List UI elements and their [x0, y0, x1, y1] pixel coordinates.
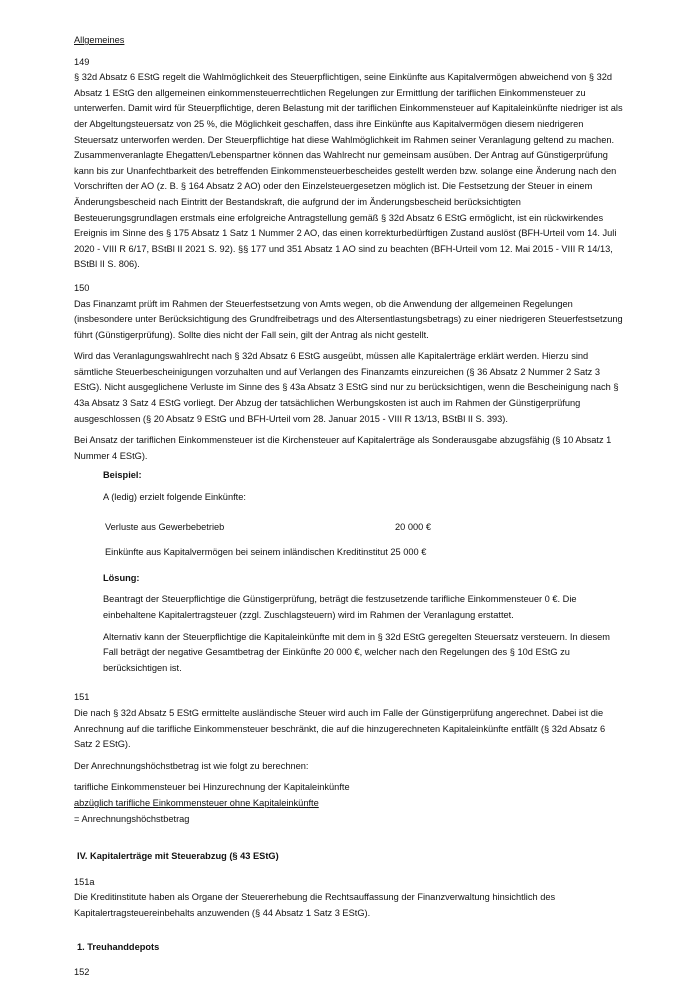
margin-number-151: 151 [74, 692, 90, 703]
loesung-paragraph-2: Alternativ kann der Steuerpflichtige die Kapitaleinkünfte mit dem in § 32d EStG geregelten Steuersatz versteuern. In diesem Fall beträgt der negative Gesamtbetrag der Einkünfte 20 000 €, welcher nach den Regelungen des § 10d EStG zu berücksichtigen ist. [103, 631, 610, 673]
income-row-1-value: 20 000 € [395, 521, 432, 532]
paragraph-150-b: Wird das Veranlagungswahlrecht nach § 32d Absatz 6 EStG ausgeübt, müssen alle Kapitalerträge erklärt werden. Hierzu sind sämtliche Steuerbescheinigungen vorzuhalten und auf Verlangen des Finanzamts einzureichen (§ 36 Absatz 2 Nummer 2 Satz 3 EStG). Nicht ausgeglichene Verluste im Sinne des § 43a Absatz 3 EStG sind nur zu berücksichtigen, wenn die Bescheinigung nach § 43a Absatz 3 Satz 4 EStG vorliegt. Der Abzug der tatsächlichen Werbungskosten ist auch im Rahmen der Günstigerprüfung ausgeschlossen (§ 20 Absatz 9 EStG und BFH-Urteil vom 28. Januar 2015 - VIII R 13/13, BStBl II S. 393). [74, 351, 619, 424]
paragraph-151a: Die Kreditinstitute haben als Organe der Steuererhebung die Rechtsauffassung der Finanzverwaltung hinsichtlich des Kapitalertragsteuereinbehalts anzuwenden (§ 44 Absatz 1 Satz 3 EStG). [74, 892, 556, 918]
paragraph-151-b: Der Anrechnungshöchstbetrag ist wie folgt zu berechnen: [74, 760, 309, 771]
loesung-label: Lösung: [103, 572, 140, 583]
calculation-line-2: abzüglich tarifliche Einkommensteuer ohne Kapitaleinkünfte [74, 797, 319, 808]
section-heading-iv: IV. Kapitalerträge mit Steuerabzug (§ 43 EStG) [77, 851, 279, 862]
margin-number-151a: 151a [74, 876, 95, 887]
beispiel-label: Beispiel: [103, 470, 142, 481]
income-row-2 [74, 545, 626, 561]
calculation-line-1: tarifliche Einkommensteuer bei Hinzurechnung der Kapitaleinkünfte [74, 782, 350, 793]
income-row-1-label: Verluste aus Gewerbebetrieb [105, 521, 225, 532]
beispiel-text: A (ledig) erzielt folgende Einkünfte: [103, 492, 246, 503]
income-row-2-label: Einkünfte aus Kapitalvermögen bei seinem inländischen Kreditinstitut 25 000 € [105, 547, 427, 558]
margin-number-150: 150 [74, 282, 90, 293]
income-row-1 [74, 520, 626, 536]
section-heading-treuhanddepots: 1. Treuhanddepots [77, 941, 160, 952]
calculation-line-3: = Anrechnungshöchstbetrag [74, 813, 190, 824]
loesung-paragraph-1: Beantragt der Steuerpflichtige die Günstigerprüfung, beträgt die festzusetzende tarifliche Einkommensteuer 0 €. Die einbehaltene Kapitalertragsteuer (zzgl. Zuschlagsteuern) wird im Rahmen der Veranlagung erstattet. [103, 594, 577, 620]
paragraph-150-a: Das Finanzamt prüft im Rahmen der Steuerfestsetzung von Amts wegen, ob die Anwendung der allgemeinen Regelungen (insbesondere unter Berücksichtigung des Grundfreibetrags und des Altersentlastungsbetrags) zu einer niedrigeren Steuerfestsetzung führt (Günstigerprüfung). Sollte dies nicht der Fall sein, gilt der Antrag als nicht gestellt. [74, 298, 623, 340]
margin-number-152: 152 [74, 967, 90, 978]
paragraph-151-a: Die nach § 32d Absatz 5 EStG ermittelte ausländische Steuer wird auch im Falle der Günstigerprüfung angerechnet. Dabei ist die Anrechnung auf die tarifliche Einkommensteuer beschränkt, die auf die hinzugerechneten Kapitaleinkünfte entfällt (§ 32d Absatz 6 Satz 2 EStG). [74, 707, 606, 750]
paragraph-150-c: Bei Ansatz der tariflichen Einkommensteuer ist die Kirchensteuer auf Kapitalerträge als Sonderausgabe abzugsfähig (§ 10 Absatz 1 Nummer 4 EStG). [74, 435, 612, 461]
section-heading-allgemeines: Allgemeines [74, 35, 125, 45]
margin-number-149: 149 [74, 56, 90, 67]
paragraph-149: § 32d Absatz 6 EStG regelt die Wahlmöglichkeit des Steuerpflichtigen, seine Einkünfte aus Kapitalvermögen abweichend von § 32d Absatz 1 EStG den allgemeinen einkommensteuerrechtlichen Regelungen zur Ermittlung der tariflichen Einkommensteuer zu unterwerfen. Damit wird für Steuerpflichtige, deren Belastung mit der tariflichen Einkommensteuer auf Kapitaleinkünfte niedriger ist als der Abgeltungsteuersatz von 25 %, die Möglichkeit geschaffen, dass ihre Einkünfte aus Kapitalvermögen diesem niedrigeren Steuersatz unterworfen werden. Der Steuerpflichtige hat diese Wahlmöglichkeit im Rahmen seiner Veranlagung geltend zu machen. Zusammenveranlagte Ehegatten/Lebenspartner können das Wahlrecht nur gemeinsam ausüben. Der Antrag auf Günstigerprüfung kann bis zur Unanfechtbarkeit des betreffenden Einkommensteuerbescheides gestellt werden bzw. solange eine Änderung nach den Vorschriften der AO (z. B. § 164 Absatz 2 AO) oder den Einzelsteuergesetzen möglich ist. Die Festsetzung der Steuer in einem Änderungsbescheid nach Eintritt der Bestandskraft, die aufgrund der im Änderungsbescheid berücksichtigten Besteuerungsgrundlagen erstmals eine erfolgreiche Antragstellung gemäß § 32d Absatz 6 EStG ermöglicht, ist ein rückwirkendes Ereignis im Sinne des § 175 Absatz 1 Satz 1 Nummer 2 AO, das einen korrekturbedürftigen Zustand auslöst (BFH-Urteil vom 14. Juli 2020 - VIII R 6/17, BStBl II 2021 S. 92). §§ 177 und 351 Absatz 1 AO sind zu beachten (BFH-Urteil vom 12. Mai 2015 - VIII R 14/13, BStBl II S. 806). [74, 72, 623, 270]
document-page [74, 33, 626, 981]
